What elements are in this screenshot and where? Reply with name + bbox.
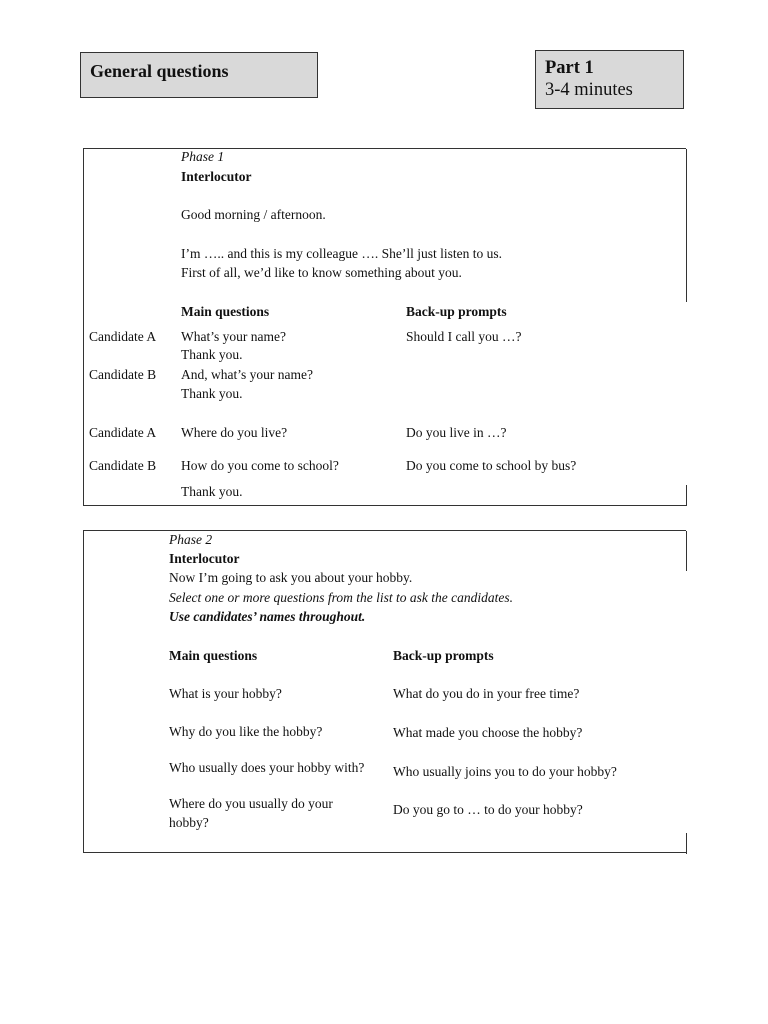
main-question: Why do you like the hobby? <box>169 724 323 739</box>
main-question-line1: Where do you usually do your <box>169 796 333 811</box>
main-question: Thank you. <box>181 386 243 401</box>
backup-prompt: Do you come to school by bus? <box>406 458 577 473</box>
part-box <box>535 50 684 109</box>
main-question: Who usually does your hobby with? <box>169 760 365 775</box>
phase1-intro-line2: First of all, we’d like to know something about you. <box>181 265 462 280</box>
phase2-note: Use candidates’ names throughout. <box>169 609 366 624</box>
phase1-role: Interlocutor <box>181 169 252 184</box>
backup-prompt: Do you go to … to do your hobby? <box>393 802 583 817</box>
phase1-greeting: Good morning / afternoon. <box>181 207 326 222</box>
phase2-role: Interlocutor <box>169 551 240 566</box>
speaker-label: Candidate B <box>89 458 157 473</box>
phase1-col-main: Main questions <box>181 304 270 319</box>
main-question: Thank you. <box>181 484 243 499</box>
phase2-col-backup: Back-up prompts <box>393 648 494 663</box>
main-question: What is your hobby? <box>169 686 282 701</box>
main-question: And, what’s your name? <box>181 367 313 382</box>
backup-prompt: Do you live in …? <box>406 425 507 440</box>
main-question: Thank you. <box>181 347 243 362</box>
main-question: How do you come to school? <box>181 458 339 473</box>
part-label: Part 1 <box>545 58 594 78</box>
main-question: What’s your name? <box>181 329 286 344</box>
phase2-col-main: Main questions <box>169 648 258 663</box>
main-question-line2: hobby? <box>169 815 209 830</box>
phase1-label: Phase 1 <box>181 149 225 164</box>
phase2-intro: Now I’m going to ask you about your hobby. <box>169 570 413 585</box>
backup-prompt: Who usually joins you to do your hobby? <box>393 764 617 779</box>
speaker-label: Candidate A <box>89 329 157 344</box>
speaker-label: Candidate B <box>89 367 157 382</box>
speaker-label: Candidate A <box>89 425 157 440</box>
phase1-box <box>83 148 686 506</box>
phase2-label: Phase 2 <box>169 532 213 547</box>
backup-prompt: Should I call you …? <box>406 329 522 344</box>
phase2-instruction: Select one or more questions from the list to ask the candidates. <box>169 590 513 605</box>
phase1-col-backup: Back-up prompts <box>406 304 507 319</box>
section-title-box <box>80 52 318 98</box>
phase1-intro-line1: I’m ….. and this is my colleague …. She’ll just listen to us. <box>181 246 502 261</box>
backup-prompt: What do you do in your free time? <box>393 686 580 701</box>
section-title: General questions <box>90 61 229 81</box>
part-duration: 3-4 minutes <box>545 80 633 100</box>
backup-prompt: What made you choose the hobby? <box>393 725 583 740</box>
main-question: Where do you live? <box>181 425 288 440</box>
